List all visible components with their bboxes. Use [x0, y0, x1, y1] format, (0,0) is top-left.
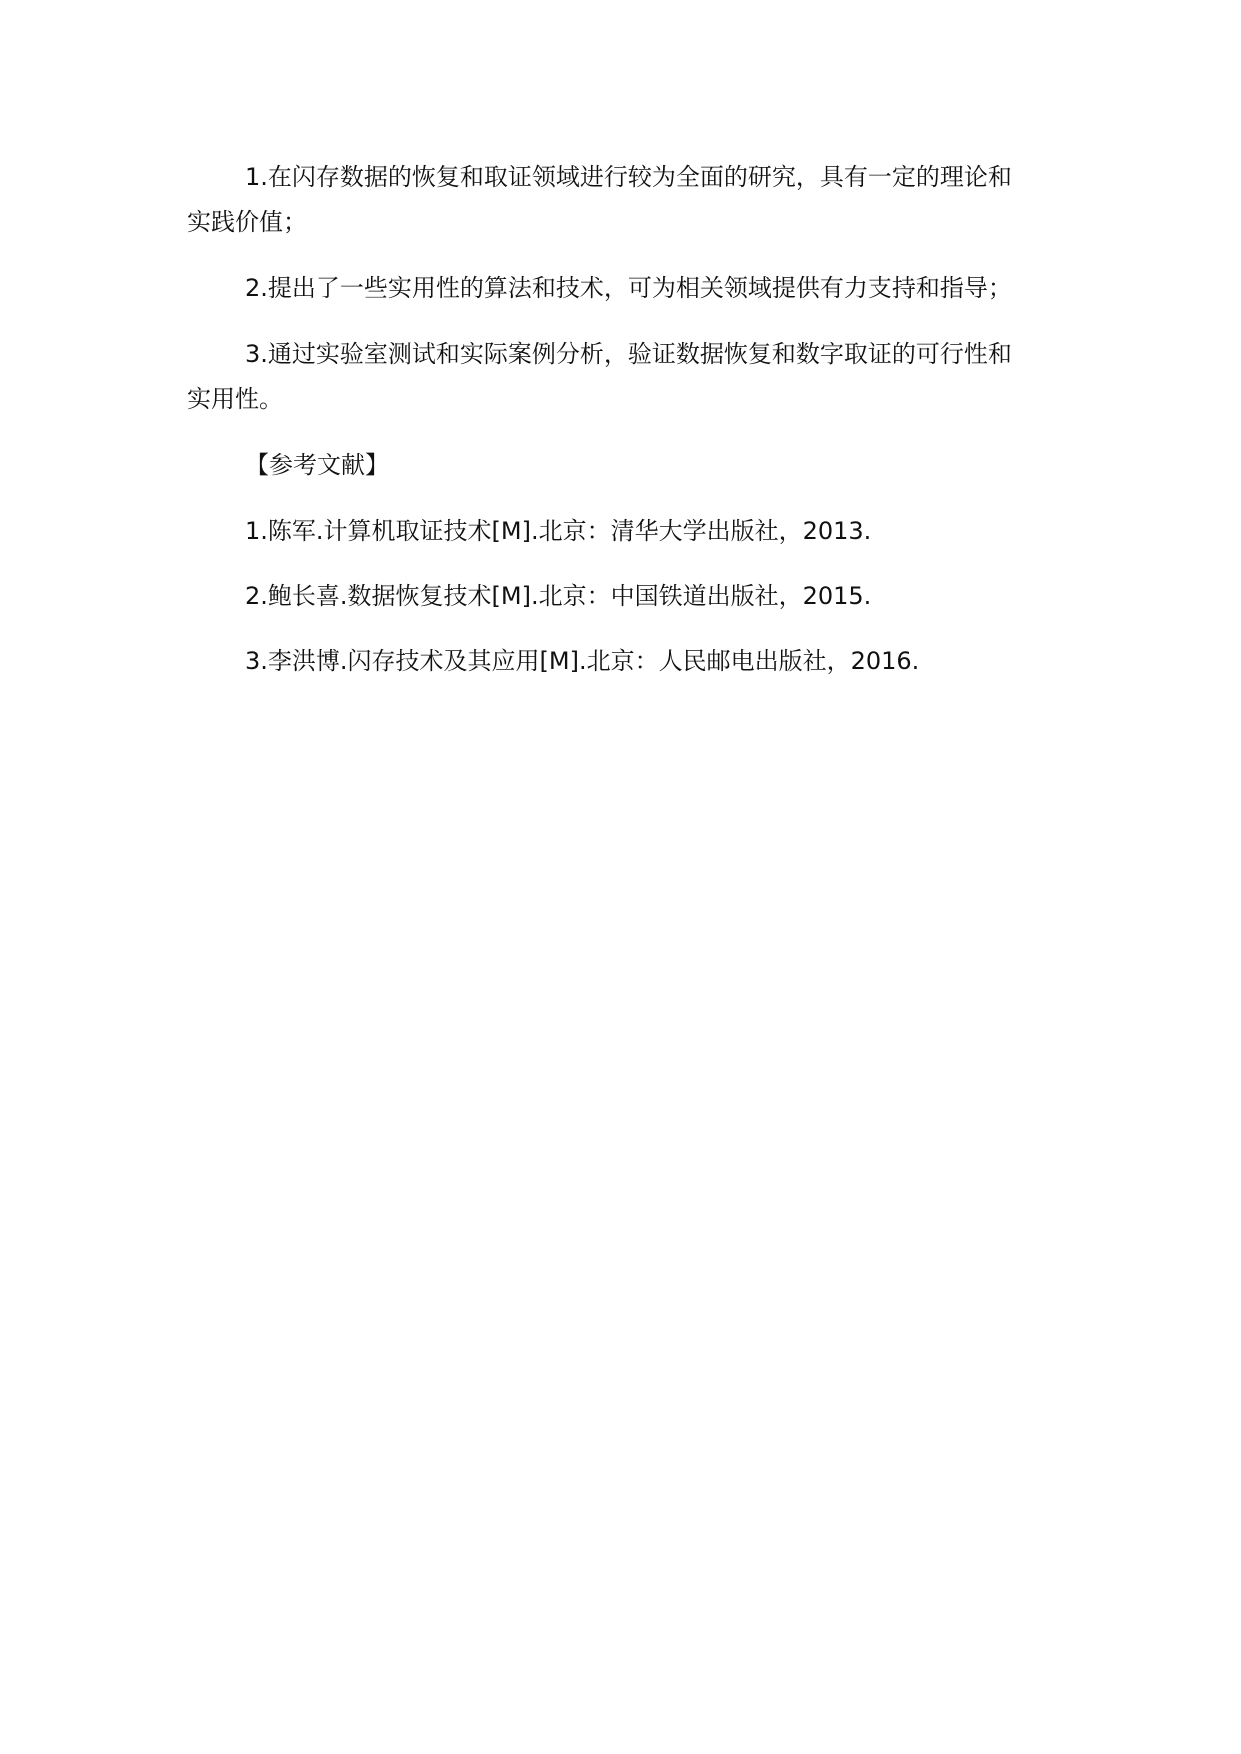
- contribution-point-3: 3.通过实验室测试和实际案例分析，验证数据恢复和数字取证的可行性和实用性。: [187, 340, 1012, 413]
- contribution-point-1: 1.在闪存数据的恢复和取证领域进行较为全面的研究，具有一定的理论和实践价值；: [187, 163, 1012, 236]
- reference-item-3: 3.李洪博.闪存技术及其应用[M].北京：人民邮电出版社，2016.: [245, 647, 920, 675]
- reference-item-2: 2.鲍长喜.数据恢复技术[M].北京：中国铁道出版社，2015.: [245, 582, 872, 610]
- document-body: [187, 155, 1032, 704]
- contribution-point-2: 2.提出了一些实用性的算法和技术，可为相关领域提供有力支持和指导；: [245, 274, 1012, 302]
- references-heading: 【参考文献】: [245, 451, 389, 479]
- reference-item-1: 1.陈军.计算机取证技术[M].北京：清华大学出版社，2013.: [245, 517, 872, 545]
